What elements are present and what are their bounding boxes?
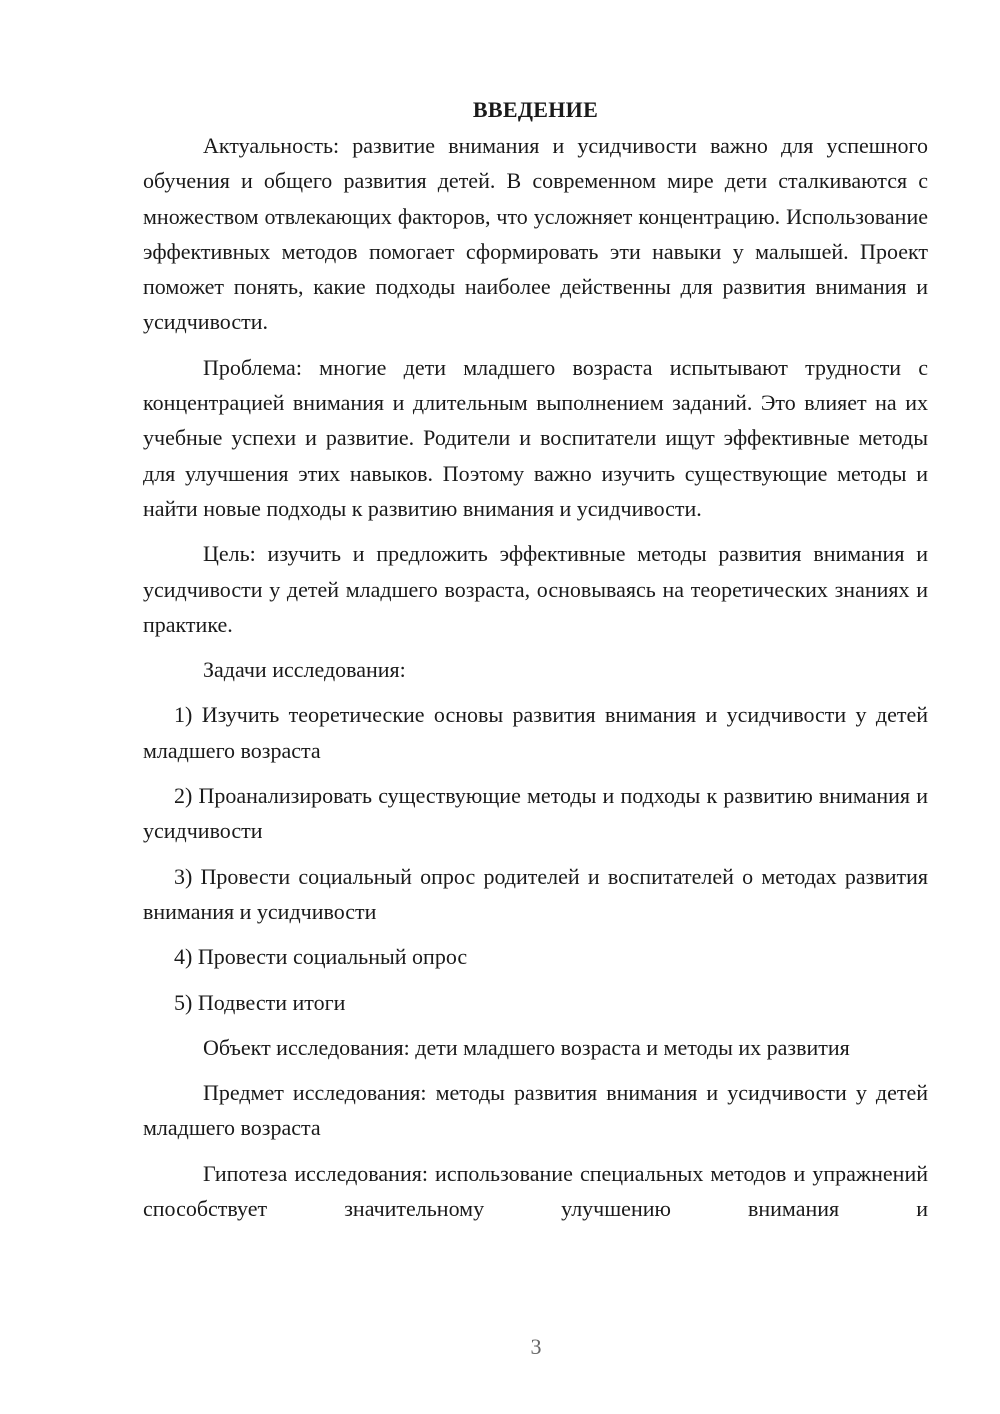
hypothesis-paragraph: Гипотеза исследования: использование специальных методов и упражнений способствует значительному улучшению внимания и [143, 1160, 928, 1222]
subject-paragraph: Предмет исследования: методы развития внимания и усидчивости у детей младшего возраста [143, 1080, 928, 1141]
task-item: 2) Проанализировать существующие методы и подходы к развитию внимания и усидчивости [143, 783, 928, 844]
goal-paragraph: Цель: изучить и предложить эффективные методы развития внимания и усидчивости у детей младшего возраста, основываясь на теоретических знаниях и практике. [143, 541, 928, 637]
relevance-paragraph: Актуальность: развитие внимания и усидчивости важно для успешного обучения и общего развития детей. В современном мире дети сталкиваются с множеством отвлекающих факторов, что усложняет концентрацию. Использование эффективных методов помогает сформировать эти навыки у малышей. Проект поможет понять, какие подходы наиболее действенны для развития внимания и усидчивости. [143, 133, 928, 335]
object-paragraph: Объект исследования: дети младшего возраста и методы их развития [203, 1034, 850, 1060]
problem-paragraph: Проблема: многие дети младшего возраста испытывают трудности с концентрацией внимания и длительным выполнением заданий. Это влияет на их учебные успехи и развитие. Родители и воспитатели ищут эффективные методы для улучшения этих навыков. Поэтому важно изучить существующие методы и найти новые подходы к развитию внимания и усидчивости. [143, 354, 928, 521]
task-item: 5) Подвести итоги [174, 989, 346, 1015]
document-title: ВВЕДЕНИЕ [472, 97, 599, 122]
tasks-heading: Задачи исследования: [203, 657, 406, 683]
task-item: 3) Провести социальный опрос родителей и воспитателей о методах развития внимания и усидчивости [143, 863, 928, 924]
page-number: 3 [530, 1334, 542, 1359]
task-item: 1) Изучить теоретические основы развития внимания и усидчивости у детей младшего возраста [143, 702, 928, 763]
document-page [143, 92, 928, 1226]
task-item: 4) Провести социальный опрос [174, 944, 468, 970]
